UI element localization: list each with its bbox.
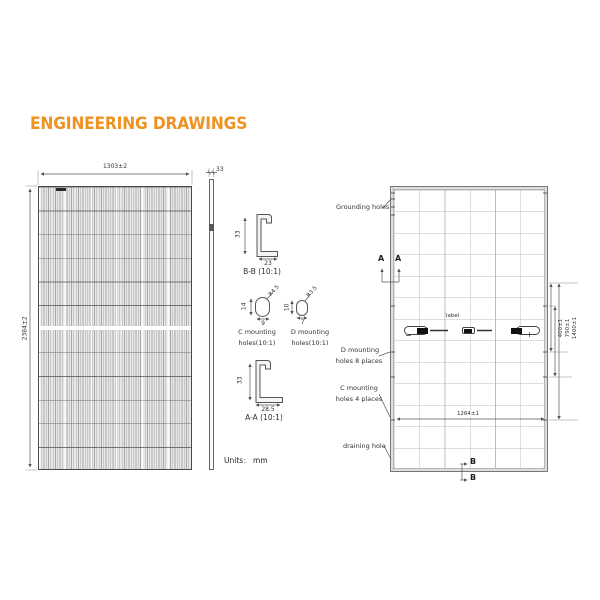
minus-polarity-label: − xyxy=(405,331,412,340)
bb-height-dim: 33 xyxy=(234,230,242,239)
grounding-holes-label: Grounding holes xyxy=(336,203,390,211)
aa-section-label: A-A (10:1) xyxy=(245,413,283,422)
section-a-marker-right: A xyxy=(395,254,402,263)
d-mounting-label-line2: holes 8 places xyxy=(335,357,383,365)
plus-polarity-label: + xyxy=(526,330,533,339)
bb-frame-profile xyxy=(249,213,279,258)
draining-hole-label: draining hole xyxy=(343,442,386,450)
section-b-marker-bottom: B xyxy=(470,473,477,482)
side-thickness-dim: 33 xyxy=(216,166,224,173)
bb-width-dim: 23 xyxy=(264,260,272,267)
d-mounting-label-line1: D mounting xyxy=(340,346,380,354)
junction-box-left-connector xyxy=(417,328,428,334)
c-hole-label-line1: C mounting xyxy=(238,328,276,336)
front-panel-junction-mark xyxy=(56,188,66,191)
aa-frame-profile xyxy=(248,359,284,404)
units-label: Units： mm xyxy=(224,456,268,465)
section-b-marker-top: B xyxy=(470,457,477,466)
c-hole-radius-dim: R4.5 xyxy=(267,284,281,298)
d-hole-radius-dim: R3.5 xyxy=(305,285,319,299)
c-mounting-label-line2: holes 4 places xyxy=(335,395,383,403)
front-height-dim: 2384±2 xyxy=(21,316,29,341)
side-view-edge xyxy=(209,179,214,470)
junction-box-right-connector xyxy=(511,328,522,334)
front-width-dim-line xyxy=(38,170,192,185)
dim-1400: 1400±1 xyxy=(571,316,578,340)
front-width-dim: 1303±2 xyxy=(102,163,128,170)
front-view-panel xyxy=(38,186,192,470)
side-view-clamp-mark xyxy=(209,224,214,231)
jbox-label: label xyxy=(446,313,460,319)
d-hole-label-line1: D mounting xyxy=(290,328,330,336)
junction-box-middle-connector xyxy=(464,329,472,333)
right-dim-brackets xyxy=(549,283,578,420)
dim-1264: 1264±1 xyxy=(450,411,486,417)
front-panel-mid-gap xyxy=(39,326,191,330)
d-hole-width-dim: 7 xyxy=(300,319,305,326)
d-hole-height-dim: 10 xyxy=(283,303,291,312)
dim-400: 400±1 xyxy=(557,318,564,338)
dim-790: 790±1 xyxy=(564,318,571,338)
c-mounting-label-line1: C mounting xyxy=(340,384,378,392)
c-hole-label-line2: holes(10:1) xyxy=(238,339,276,347)
c-hole-width-dim: 9 xyxy=(261,320,265,327)
aa-width-dim: 28.5 xyxy=(261,406,275,413)
c-hole-height-dim: 14 xyxy=(240,302,248,311)
page-title: ENGINEERING DRAWINGS xyxy=(30,114,248,133)
section-a-marker-left: A xyxy=(378,254,385,263)
d-mounting-hole-shape xyxy=(296,300,308,316)
c-mounting-hole-shape xyxy=(255,297,270,317)
d-hole-label-line2: holes(10:1) xyxy=(291,339,329,347)
bb-section-label: B-B (10:1) xyxy=(243,267,281,276)
aa-height-dim: 33 xyxy=(236,376,244,385)
